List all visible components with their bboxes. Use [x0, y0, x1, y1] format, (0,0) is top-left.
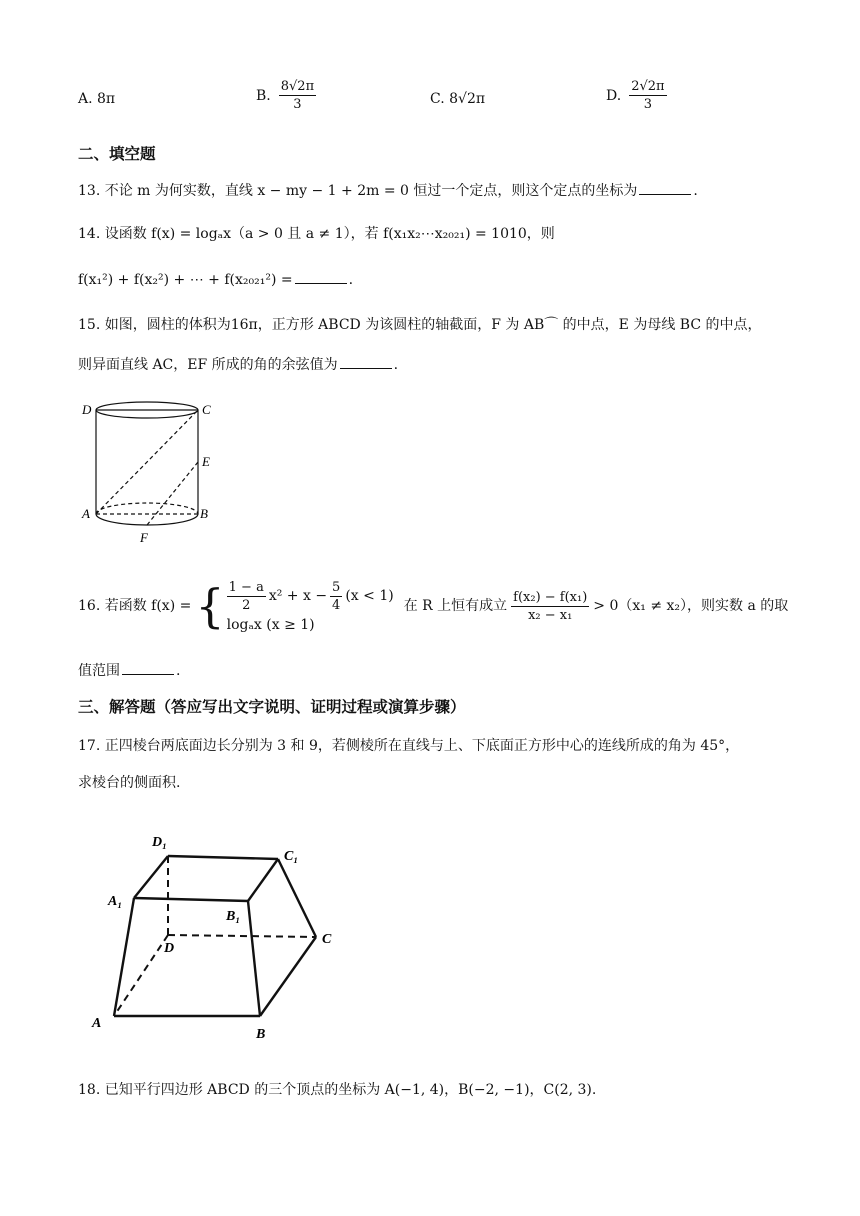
label-b: B: [200, 506, 208, 521]
label-c: C: [322, 932, 332, 947]
section-3-title: 三、解答题（答应写出文字说明、证明过程或演算步骤）: [78, 697, 466, 716]
difference-quotient-denominator: x₂ − x₁: [528, 607, 573, 623]
question-13: [78, 184, 698, 198]
case-1-middle: x² + x −: [268, 588, 328, 604]
cylinder-bottom-back-arc: [96, 503, 198, 514]
question-16-line-1: [78, 574, 788, 638]
label-e: E: [202, 454, 210, 469]
piecewise-case-1: [227, 581, 394, 612]
question-16-middle: 在 R 上恒有成立: [403, 598, 508, 614]
option-c: C. 8√2π: [430, 91, 486, 107]
label-d: D: [164, 941, 175, 956]
difference-quotient-numerator: f(x₂) − f(x₁): [513, 589, 588, 605]
case-1-fraction: [227, 581, 266, 612]
segment-ac: [96, 410, 198, 514]
label-a1: A₁: [108, 894, 123, 909]
option-a: A. 8π: [78, 91, 116, 107]
edge-d1c1: [168, 856, 278, 859]
case-1-denominator: 2: [242, 597, 251, 613]
answer-blank: [122, 674, 174, 675]
question-15-line-2: [78, 358, 398, 372]
answer-blank: [295, 283, 347, 284]
edge-b1c1: [248, 859, 278, 901]
option-b-numerator: 8√2π: [280, 79, 315, 94]
question-15-tail: .: [393, 357, 399, 373]
option-b-denominator: 3: [293, 97, 302, 112]
label-d: D: [82, 402, 92, 417]
question-15-text: 则异面直线 AC，EF 所成的角的余弦值为: [78, 357, 338, 373]
question-15-line-1: 15. 如图，圆柱的体积为16π，正方形 ABCD 为该圆柱的轴截面，F 为 AB⌒ 的中点，E 为母线 BC 的中点，: [78, 317, 762, 333]
question-13-text: 13. 不论 m 为何实数，直线 x − my − 1 + 2m = 0 恒过一个定点，则这个定点的坐标为: [78, 183, 638, 199]
question-17-line-2: 求棱台的侧面积.: [78, 775, 181, 791]
answer-blank: [340, 368, 392, 369]
case-1-denominator-2: 4: [332, 597, 341, 613]
cylinder-figure: [78, 396, 228, 548]
question-16-line-2: [78, 664, 180, 678]
label-b1: B₁: [226, 909, 241, 924]
option-d-denominator: 3: [643, 97, 653, 112]
case-1-numerator-2: 5: [332, 579, 341, 595]
question-16-suffix: > 0（x₁ ≠ x₂），则实数 a 的取: [593, 598, 789, 614]
question-16-tail: .: [176, 663, 181, 679]
piecewise-case-2: logₐx (x ≥ 1): [226, 616, 315, 633]
question-14-line-1: 14. 设函数 f(x) = logₐx（a > 0 且 a ≠ 1），若 f(x₁x₂⋯x₂₀₂₁) = 1010，则: [78, 226, 555, 242]
option-d-numerator: 2√2π: [631, 79, 665, 94]
section-2-title: 二、填空题: [78, 144, 156, 163]
edge-bc: [260, 937, 316, 1016]
edge-cc1: [278, 859, 316, 937]
option-b-label: B.: [256, 87, 271, 104]
edge-a1b1: [134, 898, 248, 901]
option-b: [256, 80, 316, 111]
edge-bb1: [248, 901, 260, 1016]
question-14-expression: f(x₁²) + f(x₂²) + ⋯ + f(x₂₀₂₁²) =: [78, 272, 293, 288]
question-17-line-1: 17. 正四棱台两底面边长分别为 3 和 9，若侧棱所在直线与上、下底面正方形中心的连线所成的角为 45°，: [78, 738, 740, 754]
label-d1: D₁: [152, 835, 167, 850]
case-1-numerator: 1 − a: [228, 579, 264, 595]
question-14-line-2: [78, 273, 353, 287]
option-d-label: D.: [606, 87, 622, 104]
label-b: B: [256, 1027, 266, 1042]
question-14-tail: .: [348, 272, 354, 288]
case-1-condition: (x < 1): [345, 588, 394, 604]
label-a: A: [82, 506, 90, 521]
piecewise-cases: [227, 581, 394, 632]
cylinder-bottom-front-arc: [96, 514, 198, 525]
frustum-figure: [80, 822, 350, 1047]
edge-aa1: [114, 898, 134, 1016]
label-f: F: [140, 530, 148, 545]
difference-quotient: [511, 591, 589, 622]
piecewise-brace: {: [195, 579, 225, 633]
option-d-fraction: [629, 80, 666, 111]
segment-ef: [147, 462, 198, 525]
question-18: 18. 已知平行四边形 ABCD 的三个顶点的坐标为 A(−1, 4)，B(−2, −1)，C(2, 3).: [78, 1082, 597, 1098]
edge-dc-hidden: [168, 935, 316, 937]
answer-blank: [639, 194, 691, 195]
edge-a1d1: [134, 856, 168, 898]
case-1-fraction-2: [330, 581, 342, 612]
edge-ad-hidden: [114, 935, 168, 1016]
label-a: A: [92, 1016, 102, 1031]
question-16-prefix: 16. 若函数 f(x) =: [78, 598, 192, 614]
option-b-fraction: [279, 80, 316, 111]
label-c1: C₁: [284, 849, 299, 864]
option-d: [606, 80, 667, 111]
question-13-tail: .: [693, 183, 698, 199]
label-c: C: [202, 402, 211, 417]
question-16-line-2-text: 值范围: [78, 663, 120, 679]
